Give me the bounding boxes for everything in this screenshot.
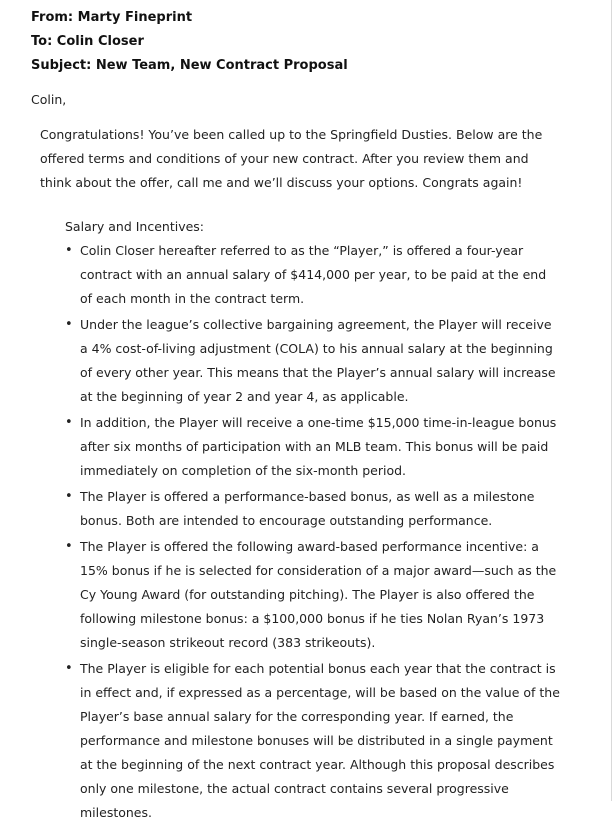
section-title: Salary and Incentives: xyxy=(65,219,205,234)
bullet-icon: • xyxy=(65,317,73,332)
terms-list xyxy=(65,239,560,827)
greeting: Colin, xyxy=(31,92,67,107)
bullet-icon: • xyxy=(65,539,73,554)
bullet-icon: • xyxy=(65,661,73,676)
list-item-text: Colin Closer hereafter referred to as the “Player,” is offered a four-year contract with an annual salary of $414,000 per year, to be paid at the end of each month in the contract term. xyxy=(80,243,547,306)
list-item-text: The Player is offered the following award-based performance incentive: a 15% bonus if he is selected for consideration of a major award—such as the Cy Young Award (for outstanding pitching). The Player is also offered the following milestone bonus: a $100,000 bonus if he ties Nolan Ryan’s 1973 single-season strikeout record (383 strikeouts). xyxy=(80,539,557,650)
list-item xyxy=(65,313,560,409)
from-line: From: Marty Fineprint xyxy=(31,10,193,25)
list-item xyxy=(65,239,560,311)
bullet-icon: • xyxy=(65,243,73,258)
list-item xyxy=(65,485,560,533)
subject-line: Subject: New Team, New Contract Proposal xyxy=(31,58,348,73)
bullet-icon: • xyxy=(65,489,73,504)
bullet-icon: • xyxy=(65,415,73,430)
list-item xyxy=(65,411,560,483)
list-item xyxy=(65,657,560,825)
list-item-text: In addition, the Player will receive a one-time $15,000 time-in-league bonus after six months of participation with an MLB team. This bonus will be paid immediately on completion of the six-month period. xyxy=(80,415,557,478)
list-item-text: The Player is offered a performance-based bonus, as well as a milestone bonus. Both are intended to encourage outstanding performance. xyxy=(80,489,535,528)
list-item-text: Under the league’s collective bargaining agreement, the Player will receive a 4% cost-of-living adjustment (COLA) to his annual salary at the beginning of every other year. This means that the Player’s annual salary will increase at the beginning of year 2 and year 4, as applicable. xyxy=(80,317,556,404)
to-line: To: Colin Closer xyxy=(31,34,144,49)
email-header xyxy=(31,6,348,78)
intro-paragraph: Congratulations! You’ve been called up to the Springfield Dusties. Below are the offered terms and conditions of your new contract. After you review them and think about the offer, call me and we’ll discuss your options. Congrats again! xyxy=(40,127,543,190)
list-item xyxy=(65,535,560,655)
list-item-text: The Player is eligible for each potential bonus each year that the contract is in effect and, if expressed as a percentage, will be based on the value of the Player’s base annual salary for the corresponding year. If earned, the performance and milestone bonuses will be distributed in a single payment at the beginning of the next contract year. Although this proposal describes only one milestone, the actual contract contains several progressive milestones. xyxy=(80,661,560,820)
